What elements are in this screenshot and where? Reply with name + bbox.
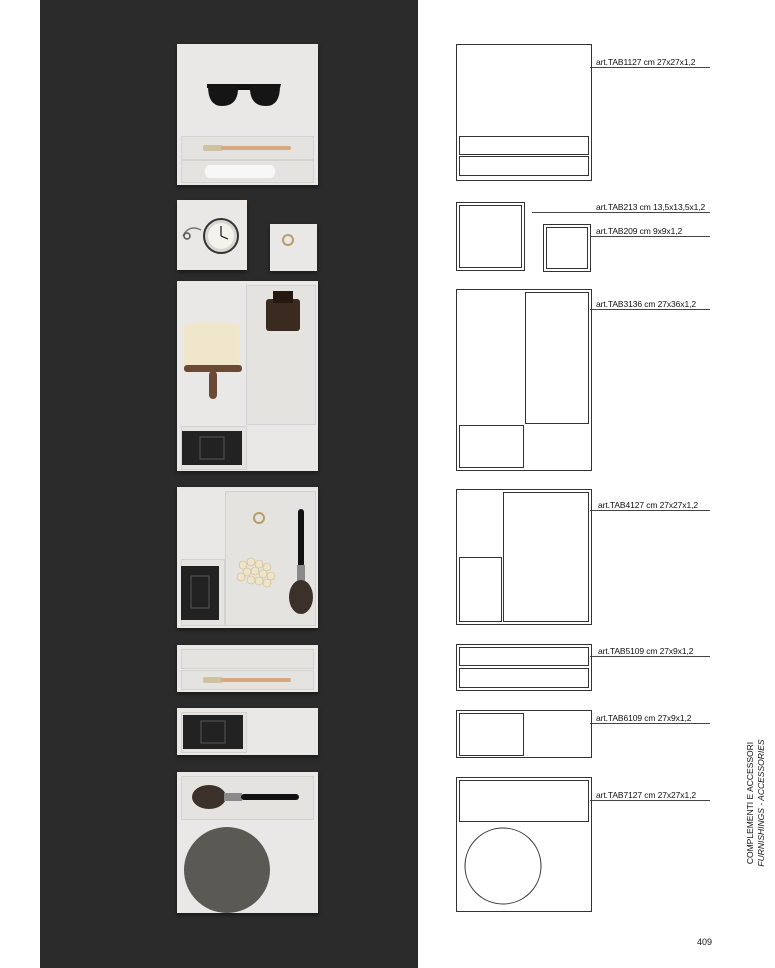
section-title-en: FURNISHINGS - ACCESSORIES xyxy=(756,739,766,867)
section-title-it: COMPLEMENTI E ACCESSORI xyxy=(745,741,755,865)
grinder-icon xyxy=(263,289,303,333)
label-rule xyxy=(590,656,710,657)
circle-outline xyxy=(463,826,543,906)
section-title xyxy=(745,738,769,868)
tray-tab6109 xyxy=(177,708,318,755)
product-label: art.TAB4127 cm 27x27x1,2 xyxy=(598,500,698,510)
label-rule xyxy=(590,236,710,237)
drawing-tab6109 xyxy=(456,710,592,758)
label-rule xyxy=(590,800,710,801)
label-rule xyxy=(590,67,710,68)
tray-tab3136 xyxy=(177,281,318,471)
brush-icon xyxy=(181,321,245,403)
toothbrush-icon xyxy=(203,675,293,685)
page-number: 409 xyxy=(697,937,713,947)
pocket-watch-icon xyxy=(181,216,243,256)
label-rule xyxy=(590,309,710,310)
tray-tab1127 xyxy=(177,44,318,185)
product-label: art.TAB1127 cm 27x27x1,2 xyxy=(596,57,696,67)
tray-tab4127 xyxy=(177,487,318,628)
sunglasses-icon xyxy=(204,78,284,112)
stone-dish-icon xyxy=(183,826,271,914)
product-label: art.TAB209 cm 9x9x1,2 xyxy=(596,226,683,236)
product-label: art.TAB3136 cm 27x36x1,2 xyxy=(596,299,696,309)
tray-tab213 xyxy=(177,200,247,270)
product-label: art.TAB5109 cm 27x9x1,2 xyxy=(598,646,694,656)
drawing-tab209 xyxy=(543,224,591,272)
ring-icon xyxy=(281,233,295,247)
ring-icon xyxy=(252,511,266,525)
drawing-tab1127 xyxy=(456,44,592,181)
soap-icon xyxy=(183,715,243,749)
drawing-tab5109 xyxy=(456,644,592,691)
soap-icon xyxy=(182,431,242,465)
makeup-brush-icon xyxy=(191,780,301,814)
drawing-tab4127 xyxy=(456,489,592,625)
soap-icon xyxy=(181,566,219,620)
drawing-tab213 xyxy=(456,202,525,271)
product-label: art.TAB7127 cm 27x27x1,2 xyxy=(596,790,696,800)
product-label: art.TAB6109 cm 27x9x1,2 xyxy=(596,713,692,723)
tray-tab7127 xyxy=(177,772,318,913)
label-rule xyxy=(590,510,710,511)
drawing-tab3136 xyxy=(456,289,592,471)
product-label: art.TAB213 cm 13,5x13,5x1,2 xyxy=(596,202,706,212)
drawing-tab7127 xyxy=(456,777,592,912)
makeup-brush-icon xyxy=(286,507,316,617)
label-rule xyxy=(532,212,710,213)
toothbrush-icon xyxy=(203,143,293,153)
tray-tab209 xyxy=(270,224,317,271)
tube-icon xyxy=(205,163,275,179)
label-rule xyxy=(590,723,710,724)
tray-tab5109 xyxy=(177,645,318,692)
pearls-icon xyxy=(235,555,281,591)
